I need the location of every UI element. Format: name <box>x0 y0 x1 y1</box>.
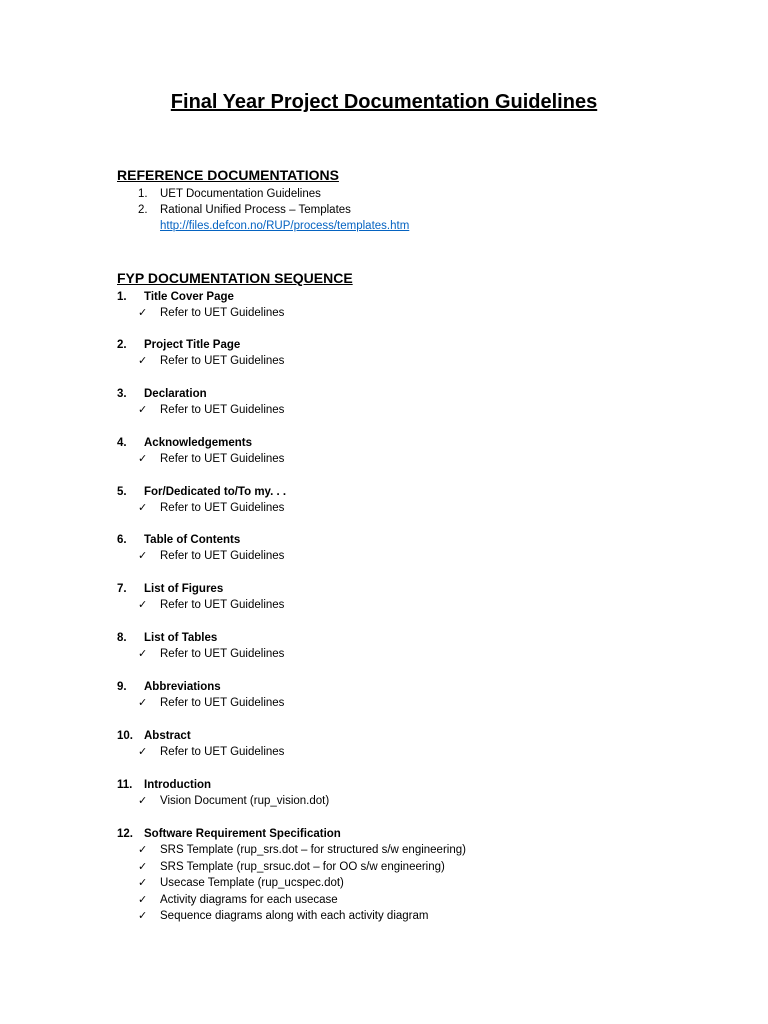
checkmark-icon: ✓ <box>138 599 148 611</box>
sequence-item-label: List of Figures <box>144 583 224 595</box>
checklist-item-text: SRS Template (rup_srsuc.dot – for OO s/w engineering) <box>160 860 445 873</box>
checklist-item <box>117 695 677 712</box>
checklist-item <box>117 744 677 761</box>
sequence-item <box>117 630 677 663</box>
checklist-item <box>117 875 677 892</box>
sequence-item-number: 5. <box>117 486 127 498</box>
sequence-item-title <box>117 289 677 305</box>
sequence-item <box>117 289 677 322</box>
checklist-item-text: Refer to UET Guidelines <box>160 648 285 660</box>
checklist-item-text: Refer to UET Guidelines <box>160 599 285 611</box>
reference-item <box>138 186 321 202</box>
reference-item-number: 1. <box>138 188 148 200</box>
checklist-item <box>117 793 677 810</box>
checklist-item <box>117 892 677 909</box>
checklist-item <box>117 859 677 876</box>
sequence-item-label: Abbreviations <box>144 681 221 693</box>
checklist-item-text: Refer to UET Guidelines <box>160 746 285 758</box>
checklist-item <box>117 402 677 419</box>
checklist-item <box>117 353 677 370</box>
sequence-item-number: 3. <box>117 388 127 400</box>
sequence-item-number: 12. <box>117 828 133 840</box>
sequence-item-title <box>117 532 677 548</box>
sequence-item-label: Acknowledgements <box>144 437 252 449</box>
checkmark-icon: ✓ <box>138 404 148 416</box>
checklist-item <box>117 842 677 859</box>
sequence-item-number: 2. <box>117 339 127 351</box>
checklist-item-text: SRS Template (rup_srs.dot – for structured s/w engineering) <box>160 844 466 856</box>
sequence-item <box>117 581 677 614</box>
sequence-item <box>117 679 677 712</box>
sequence-item <box>117 484 677 517</box>
sequence-item-title <box>117 484 677 500</box>
sequence-item-title <box>117 679 677 695</box>
checklist-item <box>117 597 677 614</box>
checkmark-icon: ✓ <box>138 844 148 856</box>
sequence-item <box>117 435 677 468</box>
checklist-item <box>117 500 677 517</box>
sequence-item <box>117 728 677 761</box>
sequence-item-number: 11. <box>117 779 133 791</box>
reference-item-number: 2. <box>138 204 148 216</box>
templates-link[interactable]: http://files.defcon.no/RUP/process/templates.htm <box>160 220 410 232</box>
sequence-item <box>117 826 677 925</box>
reference-item-text: UET Documentation Guidelines <box>160 188 321 200</box>
checklist-item <box>117 305 677 322</box>
sequence-item-title <box>117 386 677 402</box>
sequence-item-number: 10. <box>117 730 133 742</box>
sequence-item-number: 8. <box>117 632 127 644</box>
checklist-item <box>117 548 677 565</box>
checkmark-icon: ✓ <box>138 910 148 922</box>
sequence-item <box>117 337 677 370</box>
sequence-item-label: For/Dedicated to/To my. . . <box>144 486 287 498</box>
reference-item-text: Rational Unified Process – Templates <box>160 204 351 216</box>
sequence-heading: FYP DOCUMENTATION SEQUENCE <box>117 270 353 286</box>
sequence-item-label: Abstract <box>144 730 191 742</box>
sequence-item-title <box>117 777 677 793</box>
checklist-item-text: Refer to UET Guidelines <box>160 307 285 319</box>
checklist-item-text: Activity diagrams for each usecase <box>160 893 338 906</box>
checklist-item-text: Refer to UET Guidelines <box>160 697 285 709</box>
sequence-item-label: Table of Contents <box>144 534 241 546</box>
checklist-item-text: Sequence diagrams along with each activity diagram <box>160 910 429 922</box>
checklist-item <box>117 646 677 663</box>
checkmark-icon: ✓ <box>138 550 148 562</box>
sequence-item-title <box>117 826 677 842</box>
checklist-item-text: Refer to UET Guidelines <box>160 404 285 416</box>
checklist-item-text: Refer to UET Guidelines <box>160 355 285 367</box>
checklist-item-text: Refer to UET Guidelines <box>160 502 285 514</box>
sequence-item-title <box>117 435 677 451</box>
checkmark-icon: ✓ <box>138 355 148 367</box>
checklist-item <box>117 451 677 468</box>
checkmark-icon: ✓ <box>138 502 148 514</box>
sequence-item-title <box>117 630 677 646</box>
checklist-item-text: Refer to UET Guidelines <box>160 550 285 562</box>
sequence-item <box>117 532 677 565</box>
sequence-item-number: 6. <box>117 534 127 546</box>
sequence-item-label: Introduction <box>144 779 212 791</box>
checkmark-icon: ✓ <box>138 746 148 758</box>
sequence-item-label: Title Cover Page <box>144 291 234 303</box>
sequence-item-number: 4. <box>117 437 127 449</box>
sequence-item-number: 1. <box>117 291 127 303</box>
checkmark-icon: ✓ <box>138 893 148 906</box>
checkmark-icon: ✓ <box>138 697 148 709</box>
checkmark-icon: ✓ <box>138 453 148 465</box>
sequence-item-label: Software Requirement Specification <box>144 828 341 840</box>
checkmark-icon: ✓ <box>138 795 148 807</box>
checkmark-icon: ✓ <box>138 307 148 319</box>
sequence-item <box>117 386 677 419</box>
sequence-item-number: 9. <box>117 681 127 693</box>
sequence-item-label: List of Tables <box>144 632 218 644</box>
checklist-item-text: Usecase Template (rup_ucspec.dot) <box>160 877 344 889</box>
reference-heading: REFERENCE DOCUMENTATIONS <box>117 167 339 183</box>
sequence-item <box>117 777 677 810</box>
reference-item <box>138 202 351 218</box>
page-title: Final Year Project Documentation Guidelines <box>170 91 598 113</box>
checkmark-icon: ✓ <box>138 860 148 873</box>
checklist-item-text: Vision Document (rup_vision.dot) <box>160 795 330 807</box>
checkmark-icon: ✓ <box>138 648 148 660</box>
sequence-item-number: 7. <box>117 583 127 595</box>
checklist-item <box>117 908 677 925</box>
sequence-item-title <box>117 337 677 353</box>
sequence-item-label: Declaration <box>144 388 207 400</box>
sequence-item-title <box>117 581 677 597</box>
sequence-item-title <box>117 728 677 744</box>
sequence-item-label: Project Title Page <box>144 339 241 351</box>
checkmark-icon: ✓ <box>138 877 148 889</box>
checklist-item-text: Refer to UET Guidelines <box>160 453 285 465</box>
